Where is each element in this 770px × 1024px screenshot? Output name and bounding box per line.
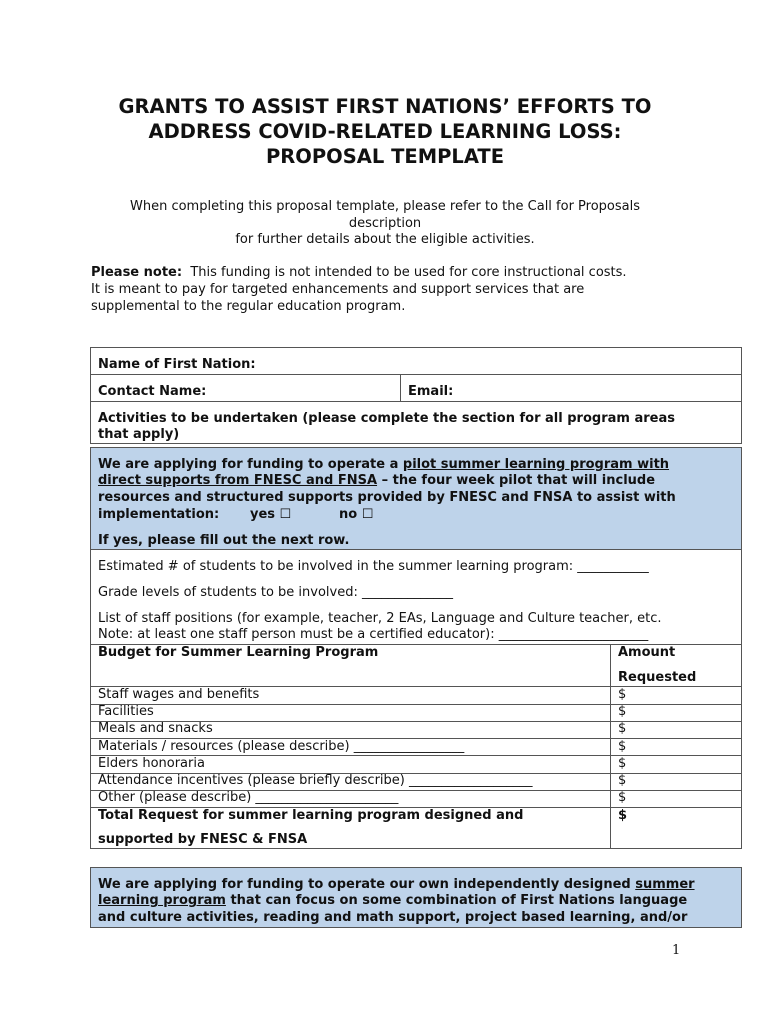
pilot-line-1 — [98, 457, 669, 474]
independent-text: We are applying for funding to operate our own independently designed — [98, 877, 636, 892]
intro-line-3: for further details about the eligible activities. — [235, 232, 535, 247]
fill-next-row-instruction: If yes, please fill out the next row. — [98, 533, 350, 548]
pilot-line-2 — [98, 473, 655, 490]
independent-link-text: summer — [635, 877, 695, 892]
students-estimate-field[interactable]: Estimated # of students to be involved in the summer learning program: ___________ — [98, 559, 649, 574]
budget-amount-field[interactable]: $ — [618, 687, 627, 702]
activities-heading-2: that apply) — [98, 427, 180, 442]
budget-amount-field[interactable]: $ — [618, 773, 627, 788]
contact-name-field[interactable]: Contact Name: — [98, 384, 207, 399]
independent-link-text-2: learning program — [98, 893, 226, 908]
no-checkbox[interactable]: no ☐ — [339, 507, 374, 522]
column-divider — [400, 374, 401, 401]
independent-line-2 — [98, 893, 687, 910]
budget-amount-field[interactable]: $ — [618, 755, 627, 771]
budget-amount-field[interactable]: $ — [618, 721, 627, 737]
implementation-label: implementation: — [98, 507, 220, 522]
budget-amount-field[interactable]: $ — [618, 738, 627, 754]
document-title — [90, 94, 680, 169]
budget-item-label: Meals and snacks — [98, 721, 213, 737]
email-field[interactable]: Email: — [408, 384, 454, 399]
note-line-2: It is meant to pay for targeted enhancements and support services that are — [91, 281, 585, 297]
pilot-line-3: resources and structured supports provided by FNESC and FNSA to assist with — [98, 490, 676, 505]
budget-heading: Budget for Summer Learning Program — [98, 645, 379, 660]
staff-positions-field[interactable]: List of staff positions (for example, teacher, 2 EAs, Language and Culture teacher, etc. — [98, 611, 662, 626]
budget-item-label: Attendance incentives (please briefly describe) ___________________ — [98, 773, 533, 788]
title-line-3: PROPOSAL TEMPLATE — [265, 145, 505, 168]
total-amount-field[interactable]: $ — [618, 808, 628, 823]
note-line-3: supplemental to the regular education program. — [91, 298, 406, 314]
budget-row-divider — [90, 704, 742, 705]
yes-checkbox[interactable]: yes ☐ — [250, 507, 292, 522]
grade-levels-field[interactable]: Grade levels of students to be involved: ______________ — [98, 585, 453, 600]
intro-line-1: When completing this proposal template, please refer to the Call for Proposals — [129, 199, 641, 214]
amount-column-divider — [610, 644, 611, 849]
independent-line-1 — [98, 877, 695, 894]
budget-item-label: Facilities — [98, 704, 154, 720]
row-divider — [90, 401, 742, 402]
budget-item-label: Other (please describe) ______________________ — [98, 790, 399, 806]
budget-item-label: Materials / resources (please describe) _________________ — [98, 738, 465, 754]
amount-header-2: Requested — [618, 670, 697, 685]
first-nation-field[interactable]: Name of First Nation: — [98, 357, 256, 372]
pilot-text-2: – the four week pilot that will include — [377, 473, 656, 488]
page-number: 1 — [672, 943, 681, 958]
title-line-1: GRANTS TO ASSIST FIRST NATIONS’ EFFORTS TO — [118, 95, 652, 118]
intro-text — [90, 199, 680, 249]
independent-line-3: and culture activities, reading and math support, project based learning, and/or — [98, 910, 688, 925]
budget-item-label: Elders honoraria — [98, 755, 205, 771]
note-line-1: This funding is not intended to be used for core instructional costs. — [190, 265, 627, 280]
activities-heading-1: Activities to be undertaken (please complete the section for all program areas — [98, 411, 675, 426]
pilot-link-text-2: direct supports from FNESC and FNSA — [98, 473, 378, 488]
intro-line-2: description — [348, 215, 422, 231]
please-note — [91, 265, 691, 315]
amount-header-1: Amount — [618, 645, 676, 660]
pilot-link-text: pilot summer learning program with — [402, 457, 670, 472]
row-divider — [90, 374, 742, 375]
total-request-label-1: Total Request for summer learning program designed and — [98, 808, 524, 823]
total-request-label-2: supported by FNESC & FNSA — [98, 832, 308, 847]
certified-educator-note[interactable]: Note: at least one staff person must be a certified educator): _______________________ — [98, 627, 649, 642]
pilot-text: We are applying for funding to operate a — [98, 457, 403, 472]
budget-item-label: Staff wages and benefits — [98, 687, 260, 702]
budget-amount-field[interactable]: $ — [618, 790, 627, 806]
independent-text-2: that can focus on some combination of First Nations language — [225, 893, 688, 908]
note-label: Please note: — [91, 265, 183, 280]
budget-amount-field[interactable]: $ — [618, 704, 627, 720]
title-line-2: ADDRESS COVID-RELATED LEARNING LOSS: — [148, 120, 622, 143]
